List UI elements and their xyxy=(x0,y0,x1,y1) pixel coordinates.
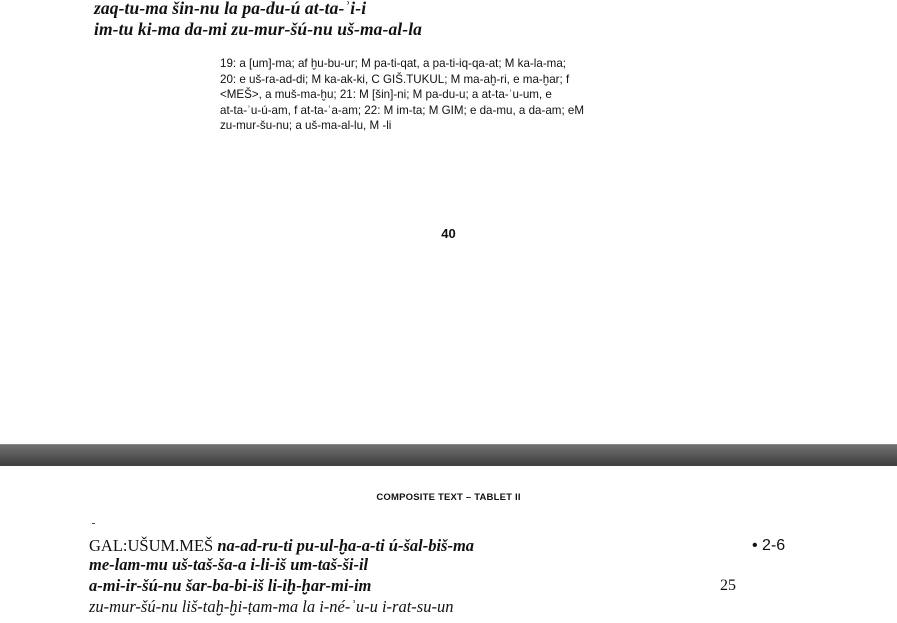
text-line-2-body: me-lam-mu uš-taš-ša-a i-li-iš um-taš-ši-il xyxy=(89,555,369,574)
text-line-3 xyxy=(89,576,371,596)
margin-tick xyxy=(92,523,95,524)
logogram-prefix: GAL:UŠUM.MEŠ xyxy=(89,536,214,555)
note-line-3: <MEŠ>, a muš-ma-ḫu; 21: M [šin]-ni; M pa-du-u; a at-ta-ʾu-um, e xyxy=(220,88,552,101)
note-line-5: zu-mur-šu-nu; a uš-ma-al-lu, M -li xyxy=(220,119,392,132)
text-line-3-body: a-mi-ir-šú-nu šar-ba-bi-iš li-iḫ-ḫar-mi-im xyxy=(89,576,372,595)
text-line-2 xyxy=(89,555,368,575)
text-line-1 xyxy=(89,536,474,556)
verse-line-1: zaq-tu-ma šin-nu la pa-du-ú at-ta-ʾi-i xyxy=(94,0,367,18)
page-separator xyxy=(0,444,897,467)
textual-notes xyxy=(220,56,710,134)
lower-page xyxy=(0,466,897,623)
note-line-4: at-ta-ʾu-ú-am, f at-ta-ʾa-am; 22: M im-ta; M GIM; e da-mu, a da-am; eM xyxy=(220,103,584,117)
margin-reference: • 2-6 xyxy=(752,537,786,554)
running-head: COMPOSITE TEXT – TABLET II xyxy=(376,492,521,503)
page-number: 40 xyxy=(441,226,456,241)
note-line-2: 20: e uš-ra-ad-di; M ka-ak-ki, C GIŠ.TUKUL; M ma-aḫ-ri, e ma-ḫar; f xyxy=(220,72,570,86)
text-line-4-body: zu-mur-šú-nu liš-taḫ-ḫi-ṭam-ma la i-né-ʾu-u i-rat-su-un xyxy=(89,597,454,616)
text-line-1-body: na-ad-ru-ti pu-ul-ḫa-a-ti ú-šal-biš-ma xyxy=(217,536,475,555)
text-line-4 xyxy=(89,597,453,617)
note-line-1: 19: a [um]-ma; af ḫu-bu-ur; M pa-ti-qat, a pa-ti-iq-qa-at; M ka-la-ma; xyxy=(220,57,567,70)
verse-line-2: im-tu ki-ma da-mi zu-mur-šú-nu uš-ma-al-la xyxy=(94,19,423,39)
line-number: 25 xyxy=(720,577,736,594)
